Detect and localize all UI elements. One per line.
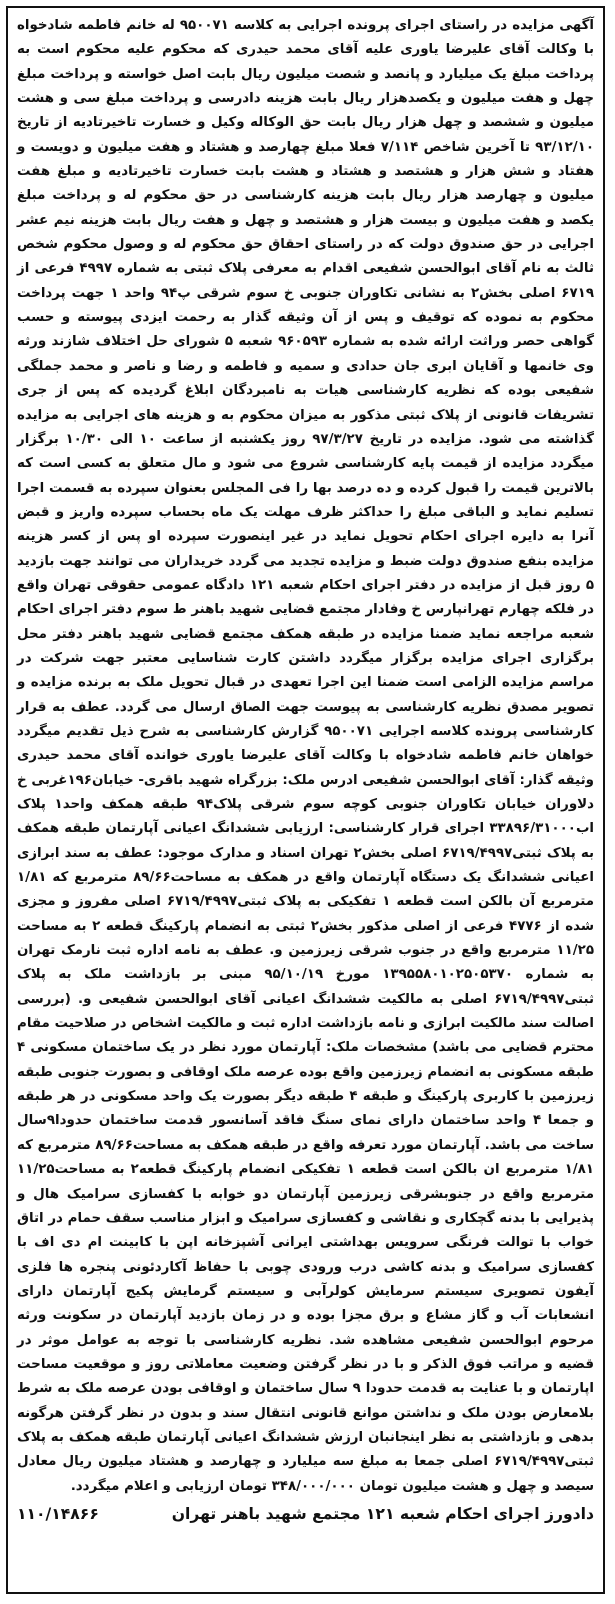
notice-body-text: آگهی مزایده در راستای اجرای پرونده اجرایی به کلاسه ۹۵۰۰۷۱ له خانم فاطمه شادخواه با وکالت آقای علیرضا یاوری علیه آقای محمد حیدری که محکوم علیه محکوم است به پرداخت مبلغ یک میلیارد و پانصد و شصت میلیون ریال بابت اصل خواسته و پرداخت مبلغ چهل و هفت میلیون و یکصدهزار ریال بابت هزینه دادرسی و پرداخت مبلغ سی و هشت میلیون و ششصد و چهل هزار ریال بابت حق الوکاله وکیل و خسارت تاخیرتادیه از تاریخ ۹۳/۱۲/۱۰ تا آخرین شاخص ۷/۱۱۴ فعلا مبلغ چهارصد و هشتاد و هفت میلیون و دویست و هفتاد و شش هزار و هشتصد و هشتاد و هشت بابت خسارت تاخیرتادیه و مبلغ هفت میلیون و چهارصد هزار ریال بابت هزینه کارشناسی در حق محکوم له و پرداخت مبلغ یکصد و هفت میلیون و بیست هزار و هشتصد و چهل و هفت ریال بابت هزینه نیم عشر اجرایی در حق صندوق دولت که در راستای احقاق حق محکوم له و وصول محکوم شخص ثالث به نام آقای ابوالحسن شفیعی اقدام به معرفی پلاک ثبتی به شماره ۴۹۹۷ فرعی از ۶۷۱۹ اصلی بخش۲ به نشانی تکاوران جنوبی خ سوم شرقی پ۹۴ واحد ۱ جهت پرداخت محکوم به نموده که توقیف و پس از آن وثیقه گذار به رحمت ایزدی پیوسته و حسب گواهی حصر وراثت ارائه شده به شماره ۹۶۰۵۹۳ شعبه ۵ شورای حل اختلاف شازند ورثه وی خانمها و آقایان ابری جان حدادی و سمیه و فاطمه و رضا و ناصر و محمد جملگی شفیعی بوده که نظریه کارشناسی هیات به نامبردگان ابلاغ گردیده که پس از جری تشریفات قانونی از پلاک ثبتی مذکور به میزان محکوم به و هزینه های اجرایی به مزایده گذاشته می شود. مزایده در تاریخ ۹۷/۳/۲۷ روز یکشنبه از ساعت ۱۰ الی ۱۰/۳۰ برگزار میگردد مزایده از قیمت پایه کارشناسی شروع می شود و مال متعلق به کسی است که بالاترین قیمت را قبول کرده و ده درصد بها را فی المجلس بعنوان سپرده به قسمت اجرا تسلیم نماید و الباقی مبلغ را حداکثر ظرف مهلت یک ماه بحساب سپرده واریز و قبض آنرا به دایره اجرای احکام تحویل نماید در غیر اینصورت سپرده او پس از کسر هزینه مزایده بنفع صندوق دولت ضبط و مزایده تجدید می گردد خریداران می توانند جهت بازدید ۵ روز قبل از مزایده در دفتر اجرای احکام شعبه ۱۲۱ دادگاه عمومی حقوقی تهران واقع در فلکه چهارم تهرانپارس خ وفادار مجتمع قضایی شهید باهنر ط سوم دفتر اجرای احکام شعبه مراجعه نماید ضمنا مزایده در طبقه همکف مجتمع قضایی شهید باهنر دفتر محل برگزاری اجرای مزایده برگزار میگردد داشتن کارت شناسایی معتبر جهت شرکت در مراسم مزایده الزامی است ضمنا این اجرا تعهدی در قبال تحویل ملک به برنده مزایده و تصویر مصدق نظریه کارشناسی به پیوست جهت الصاق ارسال می گردد. عطف به قرار کارشناسی پرونده کلاسه اجرایی ۹۵۰۰۷۱ گزارش کارشناسی به شرح ذیل تقدیم میگردد خواهان خانم فاطمه شادخواه با وکالت آقای علیرضا یاوری خوانده آقای محمد حیدری وثیقه گذار: آقای ابوالحسن شفیعی ادرس ملک: بزرگراه شهید باقری- خیابان۱۹۶غربی خ دلاوران خیابان تکاوران جنوبی کوچه سوم شرقی پلاک۹۴ طبقه همکف واحد۱ پلاک اب۳۳۸۹۶/۳۱۰۰۰ اجرای قرار کارشناسی: ارزیابی ششدانگ اعیانی آپارتمان طبقه همکف به پلاک ثبتی۶۷۱۹/۴۹۹۷ اصلی بخش۲ تهران اسناد و مدارک موجود: عطف به سند ابرازی اعیانی ششدانگ یک دستگاه آپارتمان واقع در همکف به مساحت۸۹/۶۶ مترمربع که ۱/۸۱ مترمربع آن بالکن است قطعه ۱ تفکیکی به پلاک ثبتی۶۷۱۹/۴۹۹۷ اصلی مفروز و مجزی شده از ۴۷۷۶ فرعی از اصلی مذکور بخش۲ ثبتی به انضمام پارکینگ قطعه ۲ به مساحت ۱۱/۲۵ مترمربع واقع در جنوب شرقی زیرزمین و. عطف به نامه اداره ثبت نارمک تهران به شماره ۱۳۹۵۵۸۰۱۰۲۵۰۵۳۷۰ مورخ ۹۵/۱۰/۱۹ مبنی بر بازداشت ملک به پلاک ثبتی۶۷۱۹/۴۹۹۷ اصلی به مالکیت ششدانگ اعیانی آقای ابوالحسن شفیعی و. (بررسی اصالت سند مالکیت ابرازی و نامه بازداشت اداره ثبت و مالکیت اشخاص در صلاحیت مقام محترم قضایی می باشد) مشخصات ملک: آپارتمان مورد نظر در یک ساختمان مسکونی ۴ طبقه مسکونی به انضمام زیرزمین واقع بوده عرصه ملک اوقافی و بصورت جنوبی طبقه زیرزمین با کاربری پارکینگ و طبقه ۴ طبقه دیگر بصورت یک واحد مسکونی در هر طبقه و جمعا ۴ واحد ساختمان دارای نمای سنگ فاقد آسانسور قدمت ساختمان حدودا۹سال ساخت می باشد. آپارتمان مورد تعرفه واقع در طبقه همکف به مساحت۸۹/۶۶ مترمربع که ۱/۸۱ مترمربع ان بالکن است قطعه ۱ تفکیکی انضمام پارکینگ قطعه۲ به مساحت۱۱/۲۵ مترمربع واقع در جنوبشرقی زیرزمین آپارتمان دو خوابه با کفسازی سرامیک هال و پذیرایی با بدنه گچکاری و نقاشی و کفسازی سرامیک و ابزار مناسب سقف حمام در اتاق خواب با توالت فرنگی سرویس بهداشتی ایرانی آشپزخانه اپن با کابینت ام دی اف با کفسازی سرامیک و بدنه کاشی درب ورودی چوبی با حفاظ آکاردئونی پنجره ها فلزی آیفون تصویری سیستم سرمایش کولرآبی و سیستم گرمایش پکیج آپارتمان دارای انشعابات آب و گاز مشاع و برق مجزا بوده و در زمان بازدید آپارتمان در سکونت ورثه مرحوم ابوالحسن شفیعی مشاهده شد. نظریه کارشناسی با توجه به عوامل موثر در قضیه و مراتب فوق الذکر و با در نظر گرفتن وضعیت معاملاتی روز و موقعیت مساحت اپارتمان و با عنایت به قدمت حدودا ۹ سال ساختمان و اوقافی بودن عرصه ملک به شرط بلامعارض بودن ملک و نداشتن موانع قانونی انتقال سند و بدون در نظر گرفتن هرگونه بدهی و بازداشتی به نظر اینجانبان ارزش ششدانگ اعیانی آپارتمان طبقه همکف به پلاک ثبتی۶۷۱۹/۴۹۹۷ اصلی جمعا به مبلغ سه میلیارد و چهارصد و هشتاد میلیون ریال معادل سیصد و چهل و هشت میلیون تومان ۳۴۸/۰۰۰/۰۰۰ تومان ارزیابی و اعلام میگردد. — [17, 18, 595, 1494]
notice-footer — [17, 1501, 594, 1527]
auction-notice — [6, 6, 605, 1594]
notice-code: ۱۱۰/۱۴۸۶۶ — [17, 1504, 99, 1523]
notice-signature: دادورز اجرای احکام شعبه ۱۲۱ مجتمع شهید باهنر تهران — [171, 1504, 594, 1523]
